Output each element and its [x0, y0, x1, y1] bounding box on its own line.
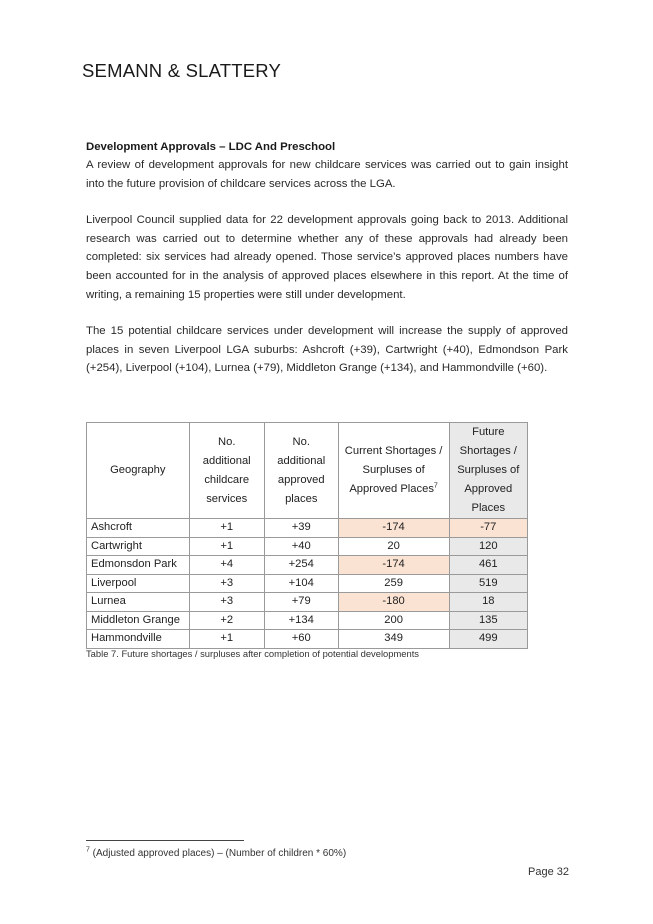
cell-current-shortage: 259	[338, 574, 449, 593]
cell-current-shortage: -174	[338, 519, 449, 538]
cell-future-shortage: 461	[449, 556, 527, 575]
cell-additional-services: +1	[189, 519, 264, 538]
cell-additional-services: +1	[189, 630, 264, 649]
footnote-divider	[86, 840, 244, 841]
footnote-number: 7	[86, 846, 90, 854]
header-additional-services: No. additional childcare services	[189, 423, 264, 519]
cell-current-shortage: 200	[338, 611, 449, 630]
section-heading: Development Approvals – LDC And Preschool	[86, 141, 336, 153]
cell-geography: Ashcroft	[87, 519, 190, 538]
cell-geography: Middleton Grange	[87, 611, 190, 630]
cell-additional-services: +1	[189, 537, 264, 556]
page-number: Page 32	[528, 866, 569, 878]
paragraph-council-data: Liverpool Council supplied data for 22 development approvals going back to 2013. Additional research was carried out to determine whether any of these approvals had already been completed: six services had already opened. Those service’s approved places numbers have been accounted for in the analysis of approved places elsewhere in this report. At the time of writing, a remaining 15 properties were still under development.	[86, 214, 568, 301]
table-row	[87, 574, 528, 593]
cell-geography: Liverpool	[87, 574, 190, 593]
table-row	[87, 556, 528, 575]
cell-current-shortage: 20	[338, 537, 449, 556]
table-row	[87, 611, 528, 630]
table-row	[87, 537, 528, 556]
cell-additional-places: +254	[264, 556, 338, 575]
cell-additional-services: +4	[189, 556, 264, 575]
header-current-text: Current Shortages / Surpluses of Approved Places	[344, 445, 443, 495]
table-header-row	[87, 423, 528, 519]
section-content	[86, 139, 568, 396]
header-additional-places: No. additional approved places	[264, 423, 338, 519]
paragraph-intro: A review of development approvals for new childcare services was carried out to gain insight into the future provision of childcare services across the LGA.	[86, 159, 568, 190]
cell-geography: Edmonsdon Park	[87, 556, 190, 575]
company-logo: SEMANN & SLATTERY	[82, 60, 282, 81]
table-body	[87, 519, 528, 649]
footnote-ref: 7	[433, 482, 438, 490]
cell-future-shortage: 519	[449, 574, 527, 593]
cell-current-shortage: -174	[338, 556, 449, 575]
cell-additional-places: +104	[264, 574, 338, 593]
table-caption: Table 7. Future shortages / surpluses after completion of potential developments	[86, 648, 419, 659]
cell-additional-places: +60	[264, 630, 338, 649]
cell-geography: Hammondville	[87, 630, 190, 649]
cell-additional-places: +39	[264, 519, 338, 538]
table-row	[87, 630, 528, 649]
cell-current-shortage: -180	[338, 593, 449, 612]
table-row	[87, 519, 528, 538]
approvals-table	[86, 422, 528, 649]
cell-future-shortage: 18	[449, 593, 527, 612]
cell-additional-places: +79	[264, 593, 338, 612]
cell-additional-services: +3	[189, 574, 264, 593]
cell-additional-services: +3	[189, 593, 264, 612]
cell-future-shortage: 499	[449, 630, 527, 649]
cell-current-shortage: 349	[338, 630, 449, 649]
cell-additional-places: +40	[264, 537, 338, 556]
cell-future-shortage: 135	[449, 611, 527, 630]
header-geography: Geography	[87, 423, 190, 519]
cell-future-shortage: 120	[449, 537, 527, 556]
cell-geography: Lurnea	[87, 593, 190, 612]
header-current-shortages	[338, 423, 449, 519]
footnote	[86, 848, 346, 859]
cell-geography: Cartwright	[87, 537, 190, 556]
footnote-text: (Adjusted approved places) – (Number of children * 60%)	[89, 848, 347, 859]
cell-future-shortage: -77	[449, 519, 527, 538]
cell-additional-places: +134	[264, 611, 338, 630]
table-row	[87, 593, 528, 612]
paragraph-potential-services: The 15 potential childcare services under development will increase the supply of approved places in seven Liverpool LGA suburbs: Ashcroft (+39), Cartwright (+40), Edmondson Park (+254), Liverpool (+104), Lurnea (+79), Middleton Grange (+134), and Hammondville (+60).	[86, 325, 568, 375]
header-future-shortages: Future Shortages / Surpluses of Approved Places	[449, 423, 527, 519]
cell-additional-services: +2	[189, 611, 264, 630]
